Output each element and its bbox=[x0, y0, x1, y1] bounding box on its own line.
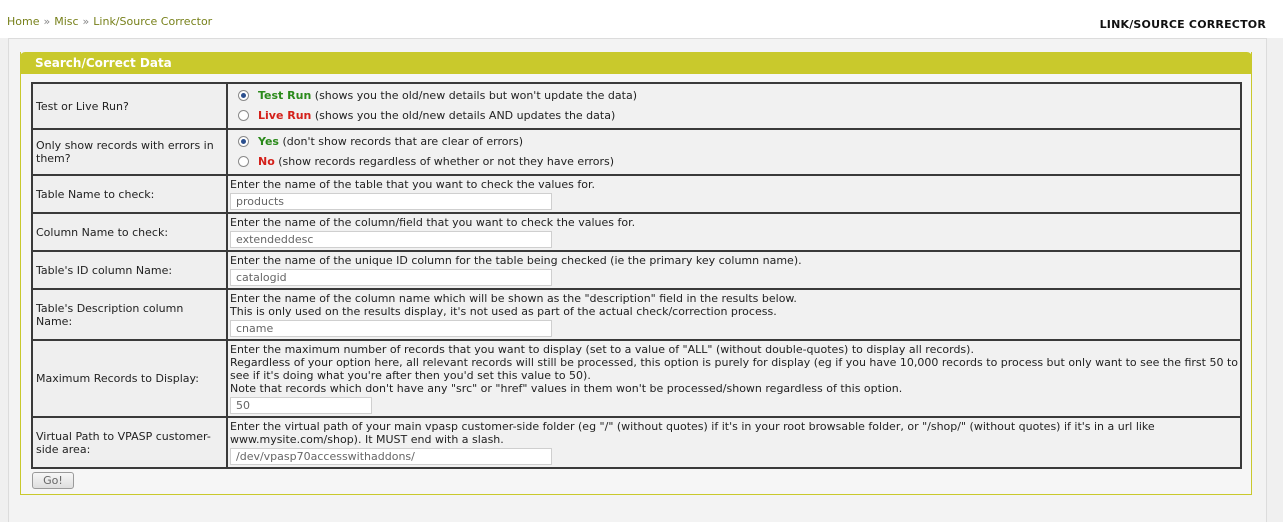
go-button[interactable]: Go! bbox=[32, 472, 74, 489]
virtual-path-label: Virtual Path to VPASP customer-side area: bbox=[32, 417, 227, 468]
description-column-field bbox=[227, 289, 1241, 340]
yes-option[interactable] bbox=[230, 132, 1238, 152]
table-name-input[interactable] bbox=[230, 193, 552, 210]
yes-radio[interactable] bbox=[238, 136, 249, 147]
column-name-label: Column Name to check: bbox=[32, 213, 227, 251]
column-name-field bbox=[227, 213, 1241, 251]
description-column-label: Table's Description column Name: bbox=[32, 289, 227, 340]
yes-desc: (don't show records that are clear of errors) bbox=[278, 135, 524, 148]
breadcrumb bbox=[7, 15, 212, 28]
description-column-input[interactable] bbox=[230, 320, 552, 337]
max-records-help-3: Note that records which don't have any "src" or "href" values in them won't be processed/shown regardless of this option. bbox=[230, 381, 903, 395]
id-column-label: Table's ID column Name: bbox=[32, 251, 227, 289]
test-run-desc: (shows you the old/new details but won't update the data) bbox=[311, 89, 638, 102]
column-name-input[interactable] bbox=[230, 231, 552, 248]
max-records-field bbox=[227, 340, 1241, 417]
live-run-radio[interactable] bbox=[238, 110, 249, 121]
column-name-help: Enter the name of the column/field that you want to check the values for. bbox=[230, 215, 636, 229]
search-form-table bbox=[31, 82, 1242, 469]
test-live-field bbox=[227, 83, 1241, 129]
row-max-records bbox=[32, 340, 1241, 417]
table-name-label: Table Name to check: bbox=[32, 175, 227, 213]
page-title: LINK/SOURCE CORRECTOR bbox=[1099, 18, 1266, 31]
no-option[interactable] bbox=[230, 152, 1238, 172]
row-column-name bbox=[32, 213, 1241, 251]
table-name-field bbox=[227, 175, 1241, 213]
breadcrumb-current[interactable]: Link/Source Corrector bbox=[93, 15, 213, 28]
live-run-option[interactable] bbox=[230, 106, 1238, 126]
row-description-column bbox=[32, 289, 1241, 340]
breadcrumb-separator: » bbox=[43, 15, 51, 28]
max-records-label: Maximum Records to Display: bbox=[32, 340, 227, 417]
row-id-column bbox=[32, 251, 1241, 289]
table-name-help: Enter the name of the table that you want to check the values for. bbox=[230, 177, 596, 191]
errors-only-field bbox=[227, 129, 1241, 175]
test-run-option[interactable] bbox=[230, 86, 1238, 106]
no-radio[interactable] bbox=[238, 156, 249, 167]
breadcrumb-home[interactable]: Home bbox=[7, 15, 40, 28]
breadcrumb-separator: » bbox=[82, 15, 90, 28]
max-records-help-2: Regardless of your option here, all relevant records will still be processed, this option is purely for display (eg if you have 10,000 records to process but only want to see the first 50 to see if it's doing what you're after then you'd set this value to 50). bbox=[230, 355, 1238, 382]
yes-label: Yes bbox=[258, 135, 279, 148]
virtual-path-help: Enter the virtual path of your main vpasp customer-side folder (eg "/" (without quotes) if it's in your root browsable folder, or "/shop/" (without quotes) if it's in a url like www.mysite.com/shop). It MUST end with a slash. bbox=[230, 419, 1155, 446]
row-errors-only bbox=[32, 129, 1241, 175]
live-run-label: Live Run bbox=[258, 109, 312, 122]
no-label: No bbox=[258, 155, 275, 168]
id-column-input[interactable] bbox=[230, 269, 552, 286]
row-test-live bbox=[32, 83, 1241, 129]
panel-title: Search/Correct Data bbox=[20, 52, 1252, 74]
virtual-path-input[interactable] bbox=[230, 448, 552, 465]
description-column-help-1: Enter the name of the column name which will be shown as the "description" field in the results below. bbox=[230, 291, 797, 305]
id-column-field bbox=[227, 251, 1241, 289]
no-desc: (show records regardless of whether or not they have errors) bbox=[274, 155, 615, 168]
test-run-radio[interactable] bbox=[238, 90, 249, 101]
breadcrumb-misc[interactable]: Misc bbox=[54, 15, 79, 28]
virtual-path-field bbox=[227, 417, 1241, 468]
live-run-desc: (shows you the old/new details AND updates the data) bbox=[311, 109, 616, 122]
row-table-name bbox=[32, 175, 1241, 213]
test-run-label: Test Run bbox=[258, 89, 312, 102]
errors-only-label: Only show records with errors in them? bbox=[32, 129, 227, 175]
max-records-input[interactable] bbox=[230, 397, 372, 414]
description-column-help-2: This is only used on the results display, it's not used as part of the actual check/correction process. bbox=[230, 304, 777, 318]
max-records-help-1: Enter the maximum number of records that you want to display (set to a value of "ALL" (without double-quotes) to display all records). bbox=[230, 342, 974, 356]
id-column-help: Enter the name of the unique ID column for the table being checked (ie the primary key column name). bbox=[230, 253, 802, 267]
test-live-label: Test or Live Run? bbox=[32, 83, 227, 129]
row-virtual-path bbox=[32, 417, 1241, 468]
